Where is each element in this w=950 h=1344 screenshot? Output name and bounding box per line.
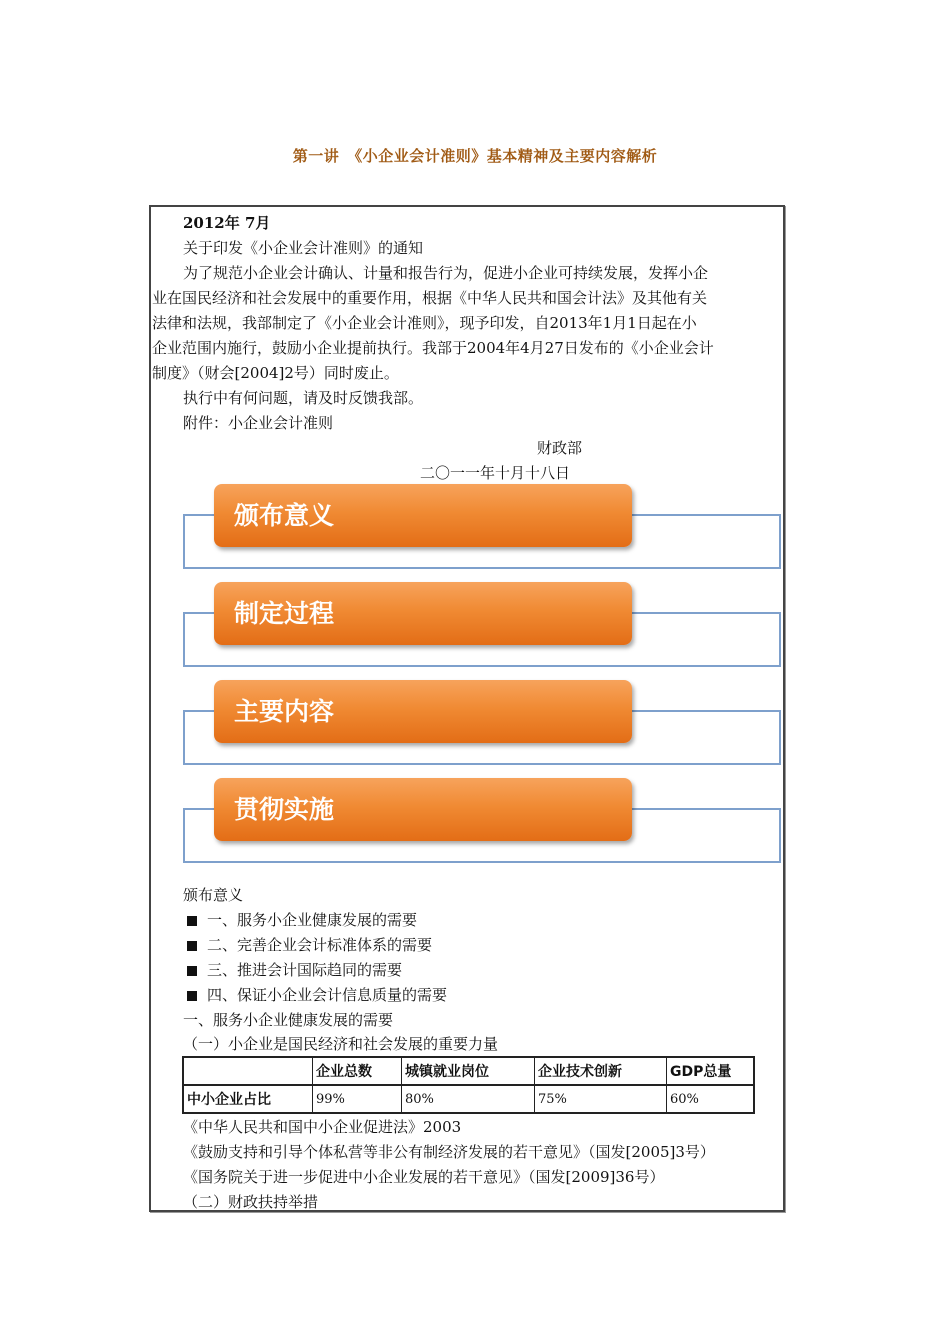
table-header-cell [183,1057,313,1085]
list-item: 四、保证小企业会计信息质量的需要 [187,983,447,1008]
topic-item-process: 制定过程 [214,582,632,645]
table-header-cell: GDP总量 [667,1057,755,1085]
notice-heading: 关于印发《小企业会计准则》的通知 [183,239,424,257]
topic-item-content: 主要内容 [214,680,632,743]
table-header-row [183,1057,754,1085]
sme-share-table [182,1056,755,1114]
bullet-icon [187,941,197,951]
list-item: 一、服务小企业健康发展的需要 [187,908,417,933]
notice-attachment: 附件：小企业会计准则 [183,414,334,432]
subsection-heading: 一、服务小企业健康发展的需要 [183,1011,394,1029]
table-header-cell: 企业技术创新 [535,1057,667,1085]
table-row-label: 中小企业占比 [183,1085,313,1113]
topic-item-implementation: 贯彻实施 [214,778,632,841]
topic-item-significance: 颁布意义 [214,484,632,547]
section-heading: 颁布意义 [183,886,244,904]
notice-feedback: 执行中有何问题，请及时反馈我部。 [183,389,424,407]
notice-issuer: 财政部 [537,439,583,457]
bullet-icon [187,991,197,1001]
notice-line: 为了规范小企业会计确认、计量和报告行为，促进小企业可持续发展，发挥小企 [183,264,709,282]
subsection-heading: （一）小企业是国民经济和社会发展的重要力量 [183,1035,499,1053]
subsection-heading: （二）财政扶持举措 [183,1193,319,1211]
table-cell: 99% [313,1085,402,1113]
notice-issue-date: 二〇一一年十月十八日 [420,464,571,482]
table-cell: 75% [535,1085,667,1113]
bullet-icon [187,966,197,976]
page-title: 第一讲 《小企业会计准则》基本精神及主要内容解析 [292,147,658,165]
notice-date: 2012年 7月 [183,214,271,232]
list-item: 三、推进会计国际趋同的需要 [187,958,402,983]
table-cell: 60% [667,1085,755,1113]
bullet-icon [187,916,197,926]
reference-item: 《国务院关于进一步促进中小企业发展的若干意见》（国发[2009]36号） [183,1168,665,1186]
table-header-cell: 企业总数 [313,1057,402,1085]
table-cell: 80% [402,1085,535,1113]
table-header-cell: 城镇就业岗位 [402,1057,535,1085]
reference-item: 《中华人民共和国中小企业促进法》2003 [183,1118,462,1136]
notice-line: 法律和法规，我部制定了《小企业会计准则》，现予印发，自2013年1月1日起在小 [152,314,697,332]
reference-item: 《鼓励支持和引导个体私营等非公有制经济发展的若干意见》（国发[2005]3号） [183,1143,715,1161]
notice-line: 业在国民经济和社会发展中的重要作用，根据《中华人民共和国会计法》及其他有关 [152,289,708,307]
topic-diagram [183,482,783,866]
notice-line: 制度》（财会[2004]2号）同时废止。 [152,364,399,382]
list-item: 二、完善企业会计标准体系的需要 [187,933,432,958]
notice-line: 企业范围内施行，鼓励小企业提前执行。我部于2004年4月27日发布的《小企业会计 [152,339,714,357]
table-row [183,1085,754,1113]
